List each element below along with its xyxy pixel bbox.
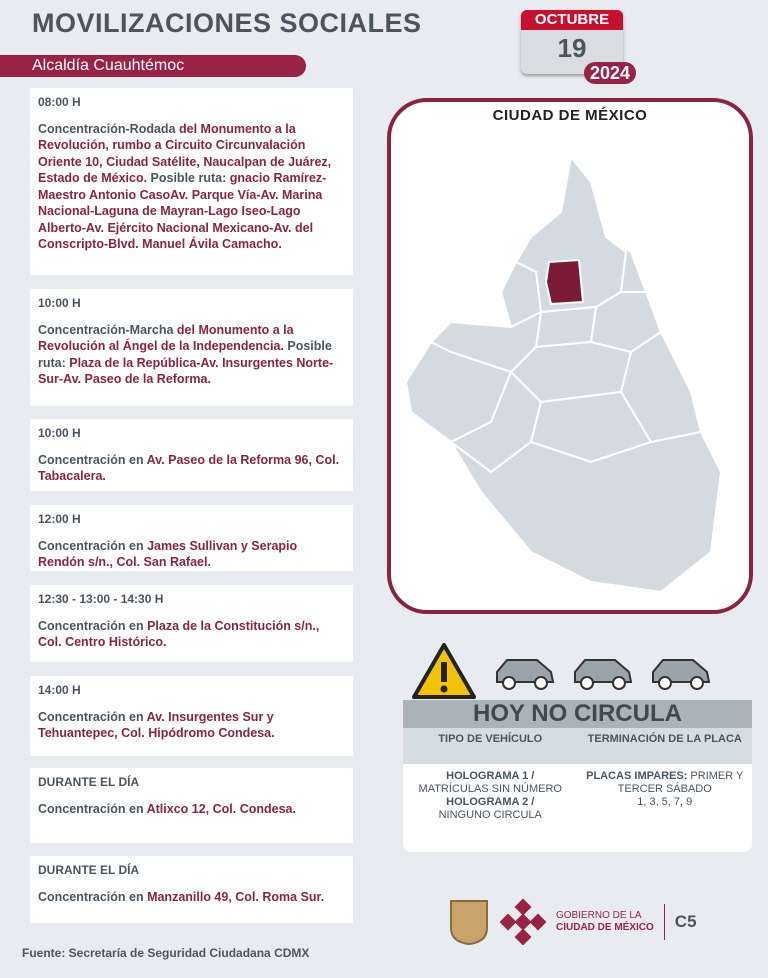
event-text-segment: en — [129, 801, 147, 816]
event-text-segment: Av. Insurgentes Sur y Tehuantepec, Col. Hipódromo Condesa. — [38, 709, 275, 740]
event-card — [30, 289, 353, 406]
event-time: DURANTE EL DÍA — [38, 775, 140, 789]
gov-label-2: CIUDAD DE MÉXICO — [556, 922, 654, 933]
event-text-segment: Av. Paseo de la Reforma 96, Col. Tabacalera. — [38, 452, 340, 483]
event-text-segment: Concentración — [38, 709, 129, 724]
car-icon — [571, 656, 635, 692]
event-card — [30, 419, 353, 491]
plates-label: PLACAS IMPARES: — [586, 770, 688, 782]
event-text-segment: James Sullivan y Serapio Rendón s/n., Col. San Rafael. — [38, 538, 298, 569]
event-time: 14:00 H — [38, 683, 81, 697]
event-text-segment: Concentración — [38, 538, 129, 553]
event-text-segment: en — [129, 618, 148, 633]
event-text-segment: Atlixco 12, Col. Condesa. — [146, 801, 296, 816]
map-panel — [387, 98, 753, 614]
event-time: 08:00 H — [38, 95, 81, 109]
event-text-segment: Concentración-Marcha — [38, 322, 177, 337]
event-time: 12:30 - 13:00 - 14:30 H — [38, 592, 164, 606]
event-card — [30, 768, 353, 843]
event-time: 10:00 H — [38, 296, 81, 310]
hologram-1-detail: MATRÍCULAS SIN NÚMERO — [418, 783, 562, 795]
page-title: MOVILIZACIONES SOCIALES — [32, 8, 422, 38]
calendar-day: 19 — [557, 33, 587, 63]
event-text-segment: en — [129, 889, 148, 904]
plates-digits: 1, 3, 5, 7, 9 — [637, 796, 693, 808]
hologram-2: HOLOGRAMA 2 / — [446, 796, 535, 808]
hoy-no-circula-title: HOY NO CIRCULA — [403, 700, 752, 728]
event-card — [30, 856, 353, 923]
event-description — [38, 709, 345, 742]
event-description — [38, 801, 345, 818]
vehicle-type-cell — [403, 764, 578, 852]
event-text-segment: del Monumento a la Revolución al Ángel de la Independencia. — [38, 322, 294, 353]
cdmx-map — [391, 142, 749, 612]
event-description — [38, 538, 345, 571]
event-text-segment: Concentración — [38, 801, 129, 816]
event-text-segment: en — [129, 709, 147, 724]
col-header-vehicle: TIPO DE VEHÍCULO — [438, 733, 543, 745]
event-card — [30, 676, 353, 756]
c5-logo: C5 — [674, 912, 697, 931]
hologram-2-detail: NINGUNO CIRCULA — [438, 809, 542, 821]
government-logos — [448, 898, 697, 946]
event-text-segment: Manzanillo 49, Col. Roma Sur. — [147, 889, 325, 904]
event-description — [38, 618, 345, 651]
warning-icon — [411, 642, 477, 700]
event-time: DURANTE EL DÍA — [38, 863, 140, 877]
event-description — [38, 452, 345, 485]
event-text-segment: en — [129, 538, 148, 553]
event-description — [38, 889, 345, 906]
event-text-segment: Posible ruta: — [38, 339, 332, 370]
event-card — [30, 585, 353, 662]
car-icon — [493, 656, 557, 692]
subtitle-bar: Alcaldía Cuauhtémoc — [0, 55, 306, 77]
plate-cell — [578, 764, 753, 852]
gov-label: GOBIERNO DE LA — [556, 910, 642, 921]
event-text-segment: Plaza de la República-Av. Insurgentes Norte-Sur-Av. Paseo de la Reforma. — [38, 355, 334, 386]
coat-of-arms-icon — [448, 898, 490, 946]
hoy-no-circula-panel — [403, 640, 752, 852]
event-text-segment: Concentración — [38, 889, 129, 904]
calendar-month: OCTUBRE — [521, 10, 623, 30]
event-description — [38, 121, 345, 253]
event-card — [30, 88, 353, 275]
calendar-year: 2024 — [584, 62, 636, 84]
source-footer: Fuente: Secretaría de Seguridad Ciudadana CDMX — [22, 946, 310, 960]
event-text-segment: Concentración — [38, 618, 129, 633]
map-region — [536, 307, 596, 347]
event-text-segment: en — [129, 452, 147, 467]
event-text-segment: del Monumento a la Revolución, rumbo a Circuito Circunvalación Oriente 10, Ciudad Satélite, Naucalpan de Juárez, Estado de México. — [38, 121, 332, 185]
event-text-segment: Concentración — [38, 452, 129, 467]
event-text-segment: Plaza de la Constitución s/n., Col. Centro Histórico. — [38, 618, 320, 649]
event-card — [30, 505, 353, 571]
event-text-segment: gnacio Ramírez-Maestro Antonio CasoAv. Parque Vía-Av. Marina Nacional-Laguna de Mayran-Lago Iseo-Lago Alberto-Av. Ejército Nacional Mexicano-Av. del Conscripto-Blvd. Manuel Ávila Camacho. — [38, 171, 327, 251]
event-text-segment: Concentración-Rodada — [38, 121, 179, 136]
event-time: 10:00 H — [38, 426, 81, 440]
map-title: CIUDAD DE MÉXICO — [492, 107, 648, 124]
cdmx-logo-icon — [500, 899, 546, 945]
car-icon — [649, 656, 713, 692]
col-header-plate: TERMINACIÓN DE LA PLACA — [587, 733, 742, 745]
event-text-segment: Posible ruta: — [147, 171, 230, 185]
event-description — [38, 322, 345, 388]
event-time: 12:00 H — [38, 512, 81, 526]
hologram-1: HOLOGRAMA 1 / — [446, 770, 535, 782]
cuauhtemoc-highlight — [546, 260, 583, 304]
plates-detail: PRIMER Y TERCER SÁBADO — [617, 770, 744, 795]
